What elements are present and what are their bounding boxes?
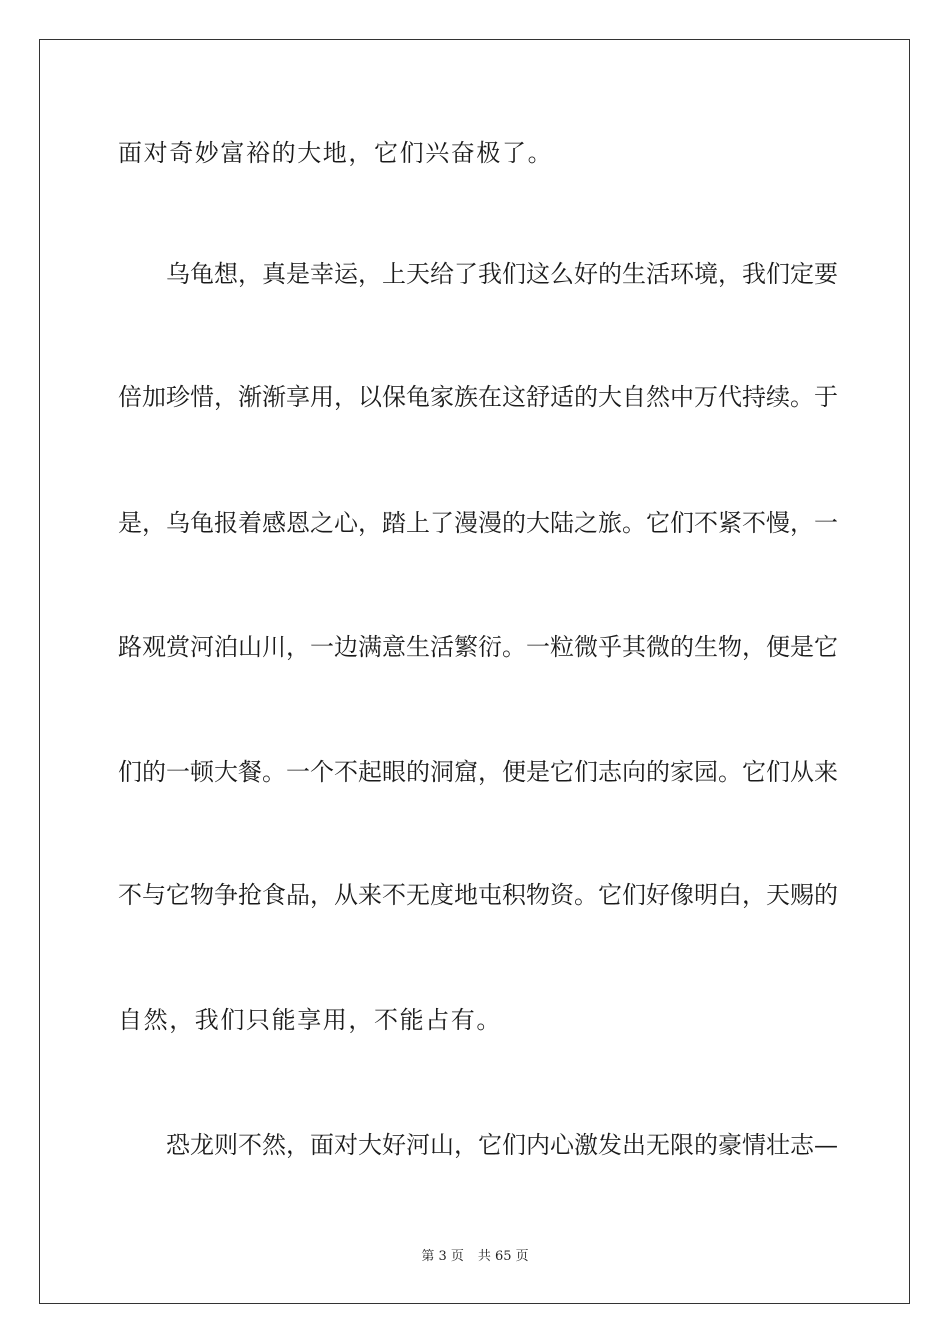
page-total: 共 65 页 <box>477 1249 529 1264</box>
paragraph-3-line-1: 恐龙则不然，面对大好河山，它们内心激发出无限的豪情壮志— <box>166 1131 838 1159</box>
page-number: 第 3 页 <box>421 1249 464 1264</box>
page-footer <box>0 1248 950 1266</box>
paragraph-2-line-7: 自然，我们只能享用，不能占有。 <box>118 1006 502 1034</box>
paragraph-2-line-5: 们的一顿大餐。一个不起眼的洞窟，便是它们志向的家园。它们从来 <box>118 758 838 786</box>
page-border <box>39 39 910 1304</box>
paragraph-2-line-1: 乌龟想，真是幸运，上天给了我们这么好的生活环境，我们定要 <box>166 260 838 288</box>
paragraph-1-line-1: 面对奇妙富裕的大地，它们兴奋极了。 <box>118 139 554 167</box>
paragraph-2-line-4: 路观赏河泊山川，一边满意生活繁衍。一粒微乎其微的生物，便是它 <box>118 633 838 661</box>
paragraph-2-line-6: 不与它物争抢食品，从来不无度地屯积物资。它们好像明白，天赐的 <box>118 881 838 909</box>
paragraph-2-line-3: 是，乌龟报着感恩之心，踏上了漫漫的大陆之旅。它们不紧不慢，一 <box>118 509 838 537</box>
paragraph-2-line-2: 倍加珍惜，渐渐享用，以保龟家族在这舒适的大自然中万代持续。于 <box>118 383 838 411</box>
